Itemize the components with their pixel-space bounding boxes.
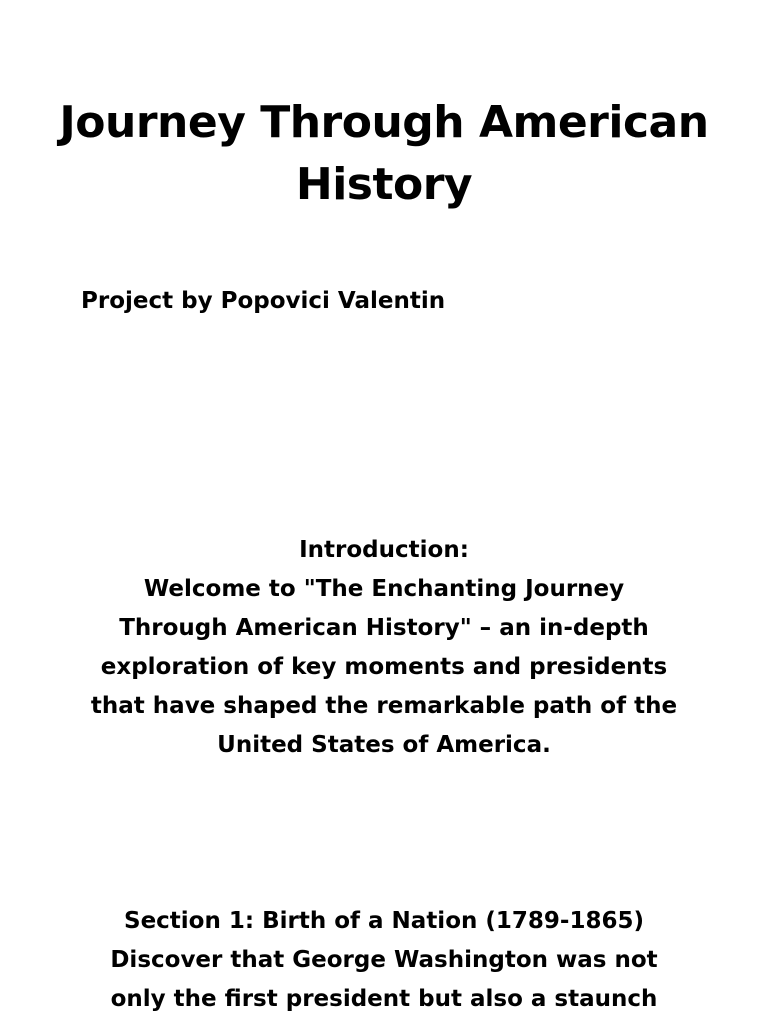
page-title [20,92,748,216]
author-line: Project by Popovici Valentin [81,288,446,314]
introduction-line: exploration of key moments and presidents [100,654,668,680]
section-1-block [64,902,704,1019]
introduction-line: United States of America. [217,732,551,758]
page-title-line-1: Journey Through American [59,97,709,148]
section-1-line: Discover that George Washington was not [110,947,658,973]
section-1-heading: Section 1: Birth of a Nation (1789-1865) [124,908,644,934]
introduction-line: Welcome to "The Enchanting Journey [143,576,625,602]
page-title-line-2: History [295,159,473,210]
introduction-block [64,531,704,765]
introduction-heading: Introduction: [299,537,469,563]
introduction-line: Through American History" – an in-depth [119,615,649,641]
introduction-line: that have shaped the remarkable path of the [90,693,678,719]
section-1-line: only the first president but also a staunch [110,986,658,1012]
